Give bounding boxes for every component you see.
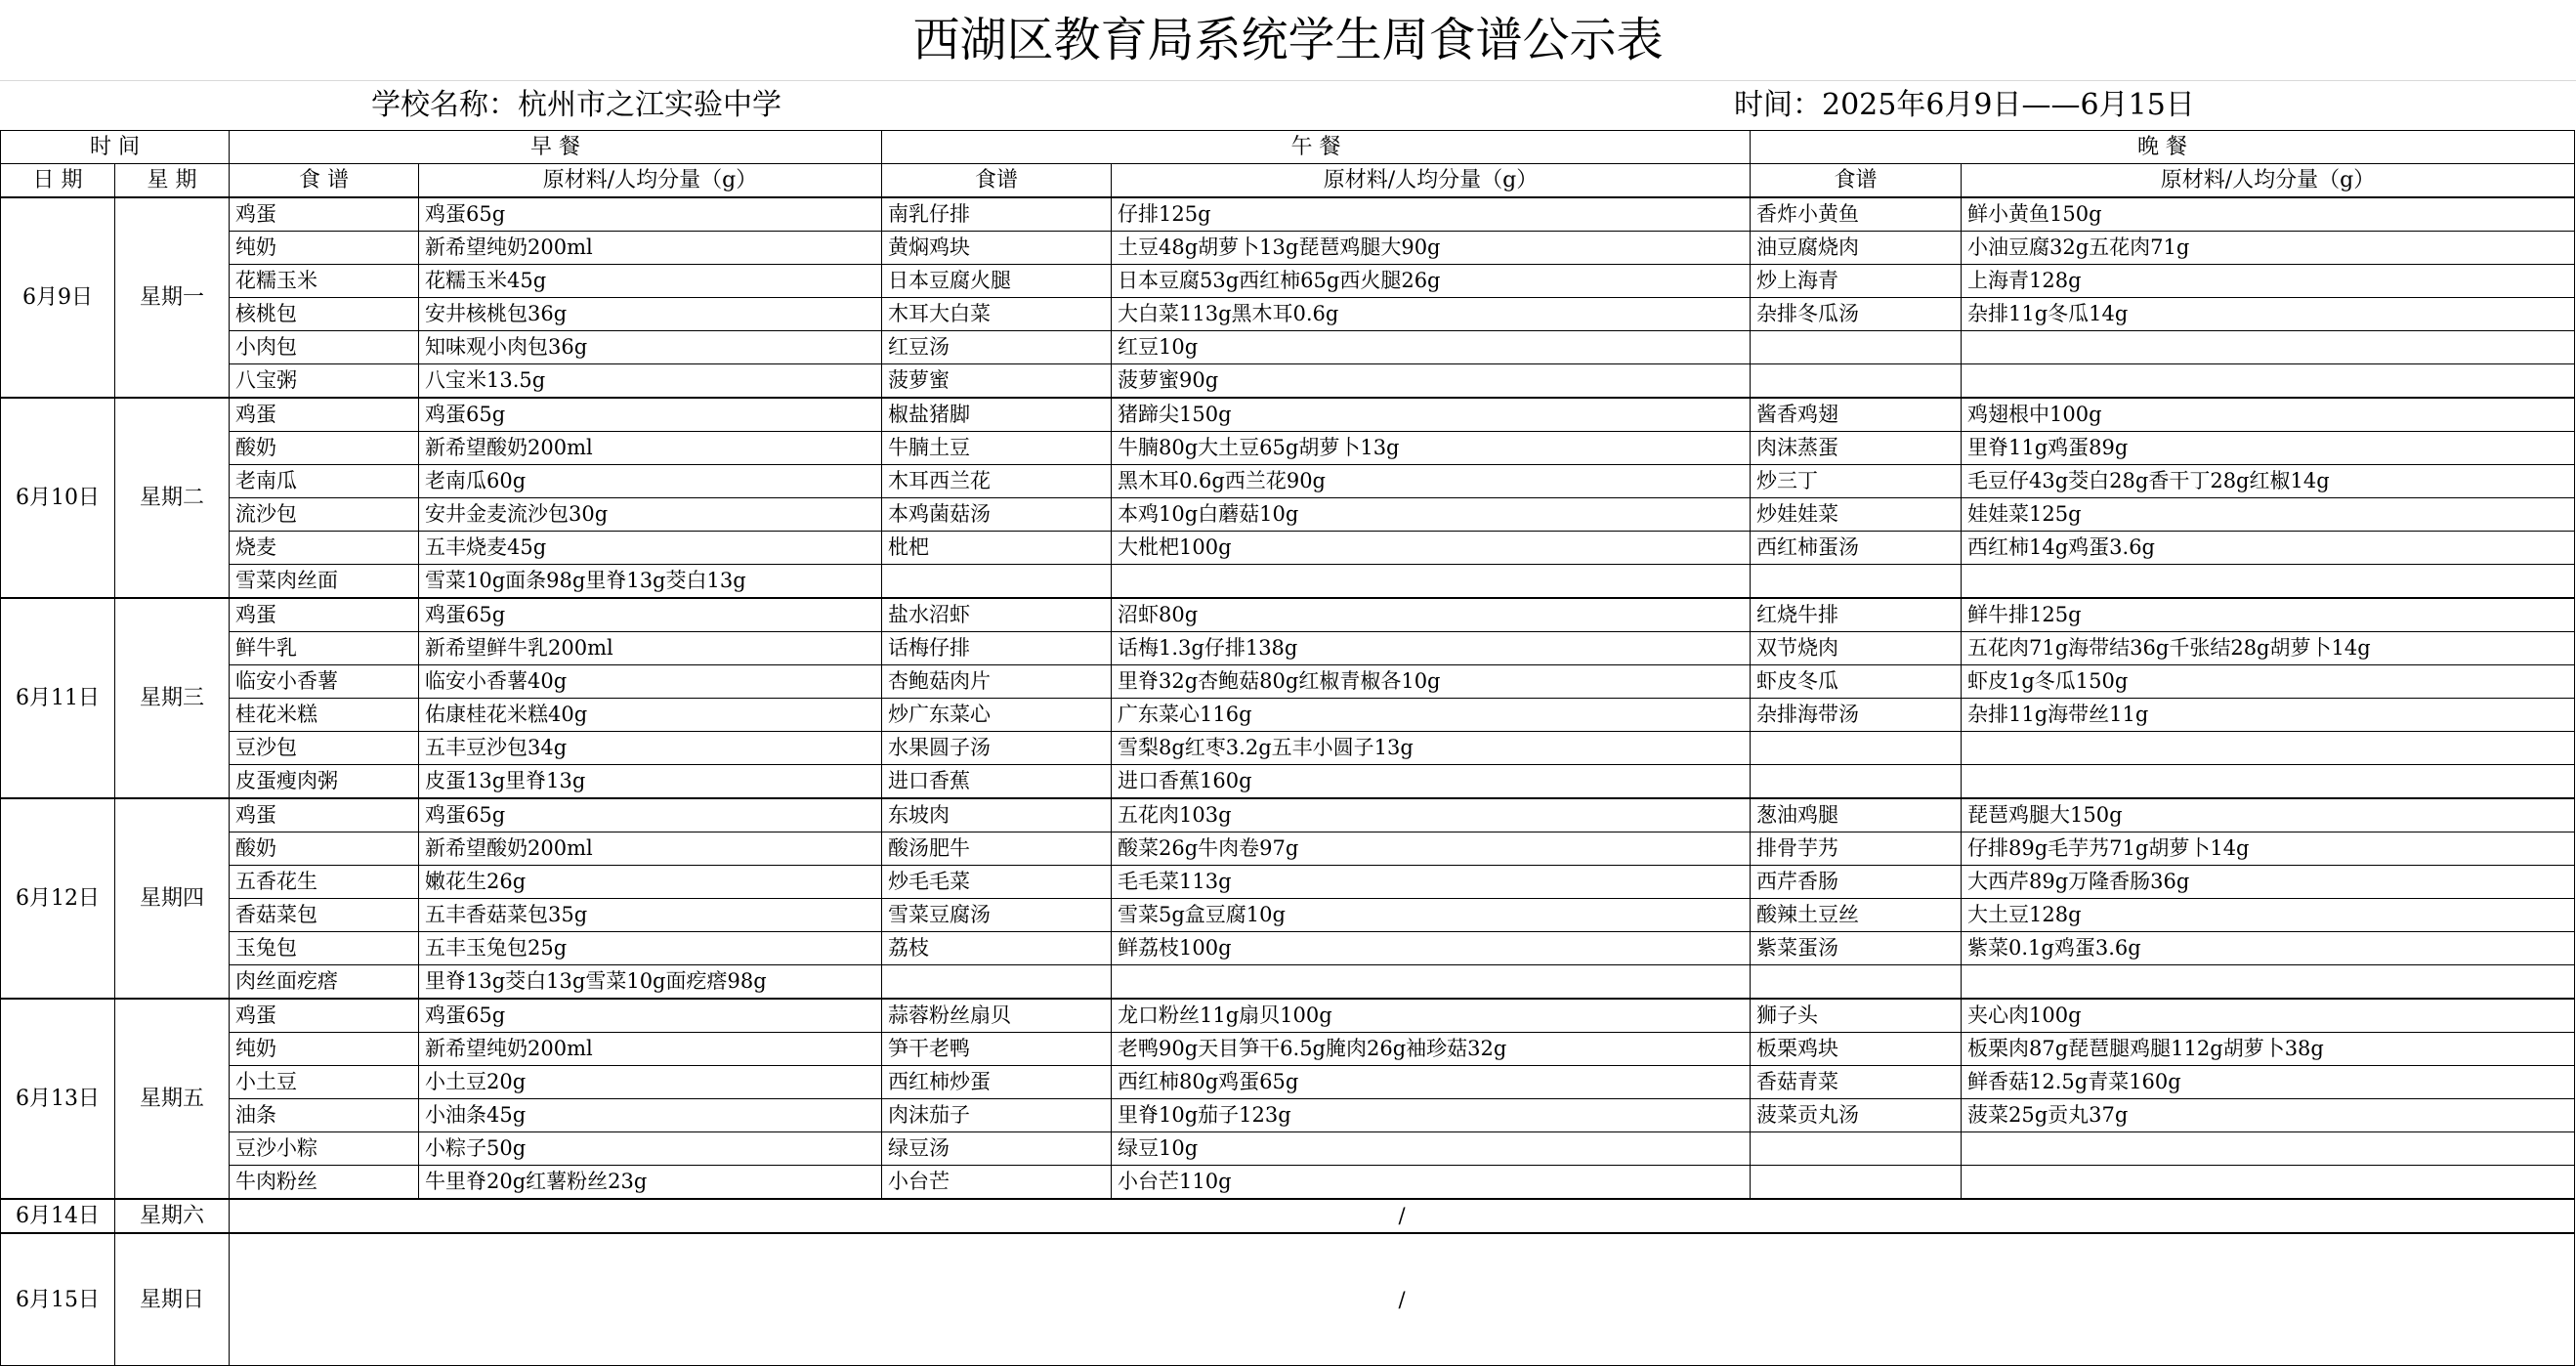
cell-dinner-menu: 杂排海带汤: [1751, 699, 1962, 732]
cell-lunch-ingredients: 雪梨8g红枣3.2g五丰小圆子13g: [1112, 732, 1751, 765]
cell-breakfast-ingredients: 鸡蛋65g: [419, 197, 882, 232]
cell-dinner-ingredients: 大西芹89g万隆香肠36g: [1962, 866, 2575, 899]
cell-breakfast-menu: 雪菜肉丝面: [230, 565, 419, 599]
cell-lunch-ingredients: 老鸭90g天目笋干6.5g腌肉26g袖珍菇32g: [1112, 1033, 1751, 1066]
day-weekday: 星期五: [115, 999, 230, 1199]
cell-breakfast-ingredients: 佑康桂花米糕40g: [419, 699, 882, 732]
day-date: 6月10日: [1, 398, 115, 598]
cell-dinner-ingredients: 上海青128g: [1962, 265, 2575, 298]
cell-dinner-menu: [1751, 732, 1962, 765]
cell-breakfast-menu: 纯奶: [230, 1033, 419, 1066]
date-range: 时间：2025年6月9日——6月15日: [1734, 88, 2195, 122]
cell-dinner-menu: 西芹香肠: [1751, 866, 1962, 899]
cell-breakfast-ingredients: 八宝米13.5g: [419, 364, 882, 399]
cell-dinner-menu: 虾皮冬瓜: [1751, 665, 1962, 699]
cell-breakfast-menu: 牛肉粉丝: [230, 1166, 419, 1200]
cell-dinner-menu: [1751, 364, 1962, 399]
cell-breakfast-menu: 鲜牛乳: [230, 632, 419, 665]
cell-breakfast-ingredients: 新希望纯奶200ml: [419, 232, 882, 265]
cell-dinner-menu: 紫菜蛋汤: [1751, 932, 1962, 965]
cell-breakfast-menu: 肉丝面疙瘩: [230, 965, 419, 1000]
cell-dinner-menu: 菠菜贡丸汤: [1751, 1099, 1962, 1132]
cell-lunch-menu: 荔枝: [882, 932, 1112, 965]
cell-dinner-ingredients: 杂排11g冬瓜14g: [1962, 298, 2575, 331]
day-weekday: 星期一: [115, 197, 230, 398]
cell-lunch-ingredients: 五花肉103g: [1112, 798, 1751, 832]
cell-breakfast-ingredients: 鸡蛋65g: [419, 999, 882, 1033]
cell-breakfast-menu: 香菇菜包: [230, 899, 419, 932]
table-row: [1, 999, 2575, 1033]
cell-breakfast-menu: 鸡蛋: [230, 598, 419, 632]
cell-lunch-menu: 炒广东菜心: [882, 699, 1112, 732]
table-row: [1, 1099, 2575, 1132]
table-row: [1, 665, 2575, 699]
table-row: [1, 732, 2575, 765]
cell-lunch-ingredients: 毛毛菜113g: [1112, 866, 1751, 899]
cell-dinner-menu: [1751, 1166, 1962, 1200]
cell-breakfast-ingredients: 安井金麦流沙包30g: [419, 498, 882, 532]
table-row: [1, 432, 2575, 465]
cell-breakfast-ingredients: 里脊13g茭白13g雪菜10g面疙瘩98g: [419, 965, 882, 1000]
cell-breakfast-menu: 小肉包: [230, 331, 419, 364]
cell-dinner-menu: [1751, 1132, 1962, 1166]
table-row: [1, 598, 2575, 632]
cell-dinner-ingredients: 板栗肉87g琵琶腿鸡腿112g胡萝卜38g: [1962, 1033, 2575, 1066]
cell-dinner-menu: [1751, 765, 1962, 799]
cell-breakfast-menu: 五香花生: [230, 866, 419, 899]
cell-dinner-menu: 狮子头: [1751, 999, 1962, 1033]
table-row: [1, 932, 2575, 965]
header-weekday: 星 期: [115, 164, 230, 198]
cell-breakfast-ingredients: 花糯玉米45g: [419, 265, 882, 298]
cell-dinner-menu: 双节烧肉: [1751, 632, 1962, 665]
cell-dinner-ingredients: 仔排89g毛芋艿71g胡萝卜14g: [1962, 832, 2575, 866]
menu-table: [0, 130, 2575, 1366]
cell-lunch-menu: 炒毛毛菜: [882, 866, 1112, 899]
table-row: [1, 899, 2575, 932]
cell-lunch-ingredients: 龙口粉丝11g扇贝100g: [1112, 999, 1751, 1033]
table-row: [1, 1066, 2575, 1099]
cell-dinner-menu: 炒三丁: [1751, 465, 1962, 498]
cell-dinner-ingredients: 里脊11g鸡蛋89g: [1962, 432, 2575, 465]
cell-lunch-menu: 东坡肉: [882, 798, 1112, 832]
table-row: [1, 832, 2575, 866]
cell-breakfast-ingredients: 临安小香薯40g: [419, 665, 882, 699]
cell-lunch-ingredients: 里脊10g茄子123g: [1112, 1099, 1751, 1132]
cell-breakfast-menu: 鸡蛋: [230, 798, 419, 832]
table-row: [1, 364, 2575, 399]
weekend-date: 6月14日: [1, 1199, 115, 1233]
cell-dinner-ingredients: 夹心肉100g: [1962, 999, 2575, 1033]
cell-lunch-menu: 椒盐猪脚: [882, 398, 1112, 432]
cell-lunch-menu: 日本豆腐火腿: [882, 265, 1112, 298]
day-weekday: 星期三: [115, 598, 230, 798]
cell-lunch-ingredients: 红豆10g: [1112, 331, 1751, 364]
cell-dinner-menu: 酸辣土豆丝: [1751, 899, 1962, 932]
cell-breakfast-ingredients: 小粽子50g: [419, 1132, 882, 1166]
cell-breakfast-ingredients: 五丰豆沙包34g: [419, 732, 882, 765]
table-row: [1, 632, 2575, 665]
cell-breakfast-ingredients: 五丰烧麦45g: [419, 532, 882, 565]
cell-dinner-ingredients: [1962, 331, 2575, 364]
table-row: [1, 232, 2575, 265]
cell-lunch-menu: 酸汤肥牛: [882, 832, 1112, 866]
cell-dinner-ingredients: [1962, 732, 2575, 765]
cell-breakfast-ingredients: 鸡蛋65g: [419, 398, 882, 432]
cell-breakfast-ingredients: 新希望酸奶200ml: [419, 432, 882, 465]
cell-dinner-ingredients: 大土豆128g: [1962, 899, 2575, 932]
table-row: [1, 331, 2575, 364]
cell-lunch-menu: 菠萝蜜: [882, 364, 1112, 399]
header-breakfast-menu: 食 谱: [230, 164, 419, 198]
header-breakfast-ingredients: 原材料/人均分量（g）: [419, 164, 882, 198]
cell-dinner-ingredients: 小油豆腐32g五花肉71g: [1962, 232, 2575, 265]
day-date: 6月9日: [1, 197, 115, 398]
header-lunch-menu: 食谱: [882, 164, 1112, 198]
cell-lunch-ingredients: 猪蹄尖150g: [1112, 398, 1751, 432]
weekend-row: [1, 1233, 2575, 1366]
table-row: [1, 465, 2575, 498]
header-dinner-menu: 食谱: [1751, 164, 1962, 198]
cell-breakfast-ingredients: 五丰玉兔包25g: [419, 932, 882, 965]
cell-lunch-menu: 黄焖鸡块: [882, 232, 1112, 265]
cell-dinner-ingredients: [1962, 1166, 2575, 1200]
cell-breakfast-ingredients: 老南瓜60g: [419, 465, 882, 498]
cell-breakfast-menu: 八宝粥: [230, 364, 419, 399]
cell-breakfast-menu: 皮蛋瘦肉粥: [230, 765, 419, 799]
cell-dinner-ingredients: 琵琶鸡腿大150g: [1962, 798, 2575, 832]
cell-breakfast-ingredients: 知味观小肉包36g: [419, 331, 882, 364]
weekend-note: /: [230, 1233, 2575, 1366]
cell-breakfast-ingredients: 小油条45g: [419, 1099, 882, 1132]
cell-lunch-ingredients: 菠萝蜜90g: [1112, 364, 1751, 399]
table-row: [1, 265, 2575, 298]
table-row: [1, 565, 2575, 599]
cell-lunch-ingredients: 酸菜26g牛肉卷97g: [1112, 832, 1751, 866]
page-title: 西湖区教育局系统学生周食谱公示表: [0, 0, 2576, 81]
cell-lunch-ingredients: 话梅1.3g仔排138g: [1112, 632, 1751, 665]
cell-breakfast-ingredients: 小土豆20g: [419, 1066, 882, 1099]
cell-dinner-menu: [1751, 331, 1962, 364]
cell-lunch-ingredients: 西红柿80g鸡蛋65g: [1112, 1066, 1751, 1099]
cell-breakfast-menu: 花糯玉米: [230, 265, 419, 298]
cell-lunch-menu: 话梅仔排: [882, 632, 1112, 665]
cell-lunch-ingredients: 仔排125g: [1112, 197, 1751, 232]
cell-breakfast-ingredients: 牛里脊20g红薯粉丝23g: [419, 1166, 882, 1200]
day-weekday: 星期二: [115, 398, 230, 598]
cell-lunch-ingredients: 小台芒110g: [1112, 1166, 1751, 1200]
cell-lunch-ingredients: 大枇杷100g: [1112, 532, 1751, 565]
day-date: 6月13日: [1, 999, 115, 1199]
cell-lunch-menu: 肉沫茄子: [882, 1099, 1112, 1132]
table-row: [1, 798, 2575, 832]
cell-breakfast-ingredients: 鸡蛋65g: [419, 798, 882, 832]
header-row-meals: [1, 131, 2575, 164]
table-row: [1, 1166, 2575, 1200]
cell-dinner-ingredients: 鲜香菇12.5g青菜160g: [1962, 1066, 2575, 1099]
table-row: [1, 498, 2575, 532]
cell-breakfast-ingredients: 安井核桃包36g: [419, 298, 882, 331]
cell-breakfast-ingredients: 雪菜10g面条98g里脊13g茭白13g: [419, 565, 882, 599]
table-row: [1, 765, 2575, 799]
header-row-columns: [1, 164, 2575, 198]
table-row: [1, 866, 2575, 899]
table-row: [1, 298, 2575, 331]
cell-breakfast-ingredients: 新希望鲜牛乳200ml: [419, 632, 882, 665]
cell-dinner-ingredients: 鲜小黄鱼150g: [1962, 197, 2575, 232]
cell-lunch-ingredients: 牛腩80g大土豆65g胡萝卜13g: [1112, 432, 1751, 465]
cell-dinner-ingredients: 紫菜0.1g鸡蛋3.6g: [1962, 932, 2575, 965]
cell-lunch-menu: 水果圆子汤: [882, 732, 1112, 765]
table-row: [1, 699, 2575, 732]
header-lunch: 午 餐: [882, 131, 1751, 164]
cell-lunch-ingredients: [1112, 965, 1751, 1000]
cell-breakfast-menu: 核桃包: [230, 298, 419, 331]
cell-breakfast-ingredients: 新希望纯奶200ml: [419, 1033, 882, 1066]
school-name: 学校名称：杭州市之江实验中学: [371, 88, 781, 122]
cell-dinner-ingredients: 虾皮1g冬瓜150g: [1962, 665, 2575, 699]
cell-breakfast-menu: 酸奶: [230, 832, 419, 866]
cell-breakfast-menu: 纯奶: [230, 232, 419, 265]
cell-dinner-menu: 炒娃娃菜: [1751, 498, 1962, 532]
table-row: [1, 532, 2575, 565]
cell-lunch-menu: 绿豆汤: [882, 1132, 1112, 1166]
cell-lunch-menu: 南乳仔排: [882, 197, 1112, 232]
cell-lunch-menu: 枇杷: [882, 532, 1112, 565]
cell-breakfast-menu: 老南瓜: [230, 465, 419, 498]
header-dinner: 晚 餐: [1751, 131, 2575, 164]
cell-lunch-ingredients: 本鸡10g白蘑菇10g: [1112, 498, 1751, 532]
cell-lunch-ingredients: 里脊32g杏鲍菇80g红椒青椒各10g: [1112, 665, 1751, 699]
cell-lunch-ingredients: 雪菜5g盒豆腐10g: [1112, 899, 1751, 932]
table-row: [1, 398, 2575, 432]
cell-dinner-menu: 酱香鸡翅: [1751, 398, 1962, 432]
cell-breakfast-menu: 鸡蛋: [230, 197, 419, 232]
cell-dinner-ingredients: [1962, 1132, 2575, 1166]
cell-lunch-menu: 木耳大白菜: [882, 298, 1112, 331]
day-date: 6月11日: [1, 598, 115, 798]
cell-dinner-menu: 肉沫蒸蛋: [1751, 432, 1962, 465]
header-lunch-ingredients: 原材料/人均分量（g）: [1112, 164, 1751, 198]
cell-lunch-ingredients: 土豆48g胡萝卜13g琵琶鸡腿大90g: [1112, 232, 1751, 265]
cell-breakfast-ingredients: 鸡蛋65g: [419, 598, 882, 632]
cell-lunch-menu: 进口香蕉: [882, 765, 1112, 799]
cell-lunch-menu: [882, 965, 1112, 1000]
header-date: 日 期: [1, 164, 115, 198]
cell-breakfast-menu: 酸奶: [230, 432, 419, 465]
cell-dinner-ingredients: [1962, 765, 2575, 799]
cell-dinner-ingredients: 菠菜25g贡丸37g: [1962, 1099, 2575, 1132]
cell-dinner-ingredients: [1962, 965, 2575, 1000]
cell-dinner-ingredients: [1962, 364, 2575, 399]
cell-lunch-ingredients: 沼虾80g: [1112, 598, 1751, 632]
cell-dinner-ingredients: 鲜牛排125g: [1962, 598, 2575, 632]
cell-dinner-menu: 香炸小黄鱼: [1751, 197, 1962, 232]
table-row: [1, 197, 2575, 232]
cell-dinner-menu: 红烧牛排: [1751, 598, 1962, 632]
cell-lunch-ingredients: [1112, 565, 1751, 599]
cell-breakfast-ingredients: 新希望酸奶200ml: [419, 832, 882, 866]
day-weekday: 星期四: [115, 798, 230, 999]
cell-lunch-ingredients: 绿豆10g: [1112, 1132, 1751, 1166]
cell-lunch-menu: 木耳西兰花: [882, 465, 1112, 498]
table-row: [1, 1033, 2575, 1066]
cell-dinner-ingredients: [1962, 565, 2575, 599]
cell-dinner-menu: 葱油鸡腿: [1751, 798, 1962, 832]
cell-lunch-menu: [882, 565, 1112, 599]
cell-breakfast-menu: 流沙包: [230, 498, 419, 532]
cell-lunch-ingredients: 大白菜113g黑木耳0.6g: [1112, 298, 1751, 331]
cell-lunch-menu: 西红柿炒蛋: [882, 1066, 1112, 1099]
cell-lunch-menu: 蒜蓉粉丝扇贝: [882, 999, 1112, 1033]
cell-breakfast-menu: 桂花米糕: [230, 699, 419, 732]
cell-lunch-menu: 小台芒: [882, 1166, 1112, 1200]
table-row: [1, 1132, 2575, 1166]
cell-dinner-ingredients: 鸡翅根中100g: [1962, 398, 2575, 432]
cell-breakfast-menu: 鸡蛋: [230, 999, 419, 1033]
cell-breakfast-ingredients: 嫩花生26g: [419, 866, 882, 899]
cell-dinner-menu: 杂排冬瓜汤: [1751, 298, 1962, 331]
weekend-weekday: 星期日: [115, 1233, 230, 1366]
weekend-date: 6月15日: [1, 1233, 115, 1366]
cell-breakfast-ingredients: 五丰香菇菜包35g: [419, 899, 882, 932]
cell-lunch-menu: 盐水沼虾: [882, 598, 1112, 632]
cell-dinner-menu: [1751, 565, 1962, 599]
cell-breakfast-menu: 小土豆: [230, 1066, 419, 1099]
cell-dinner-ingredients: 娃娃菜125g: [1962, 498, 2575, 532]
cell-lunch-menu: 杏鲍菇肉片: [882, 665, 1112, 699]
cell-breakfast-menu: 鸡蛋: [230, 398, 419, 432]
cell-breakfast-menu: 临安小香薯: [230, 665, 419, 699]
cell-lunch-ingredients: 广东菜心116g: [1112, 699, 1751, 732]
cell-dinner-menu: [1751, 965, 1962, 1000]
cell-dinner-menu: 油豆腐烧肉: [1751, 232, 1962, 265]
header-dinner-ingredients: 原材料/人均分量（g）: [1962, 164, 2575, 198]
cell-lunch-menu: 笋干老鸭: [882, 1033, 1112, 1066]
cell-dinner-ingredients: 西红柿14g鸡蛋3.6g: [1962, 532, 2575, 565]
cell-lunch-ingredients: 进口香蕉160g: [1112, 765, 1751, 799]
cell-breakfast-menu: 油条: [230, 1099, 419, 1132]
cell-dinner-ingredients: 五花肉71g海带结36g千张结28g胡萝卜14g: [1962, 632, 2575, 665]
cell-lunch-menu: 本鸡菌菇汤: [882, 498, 1112, 532]
header-breakfast: 早 餐: [230, 131, 882, 164]
cell-dinner-menu: 西红柿蛋汤: [1751, 532, 1962, 565]
header-time: 时 间: [1, 131, 230, 164]
cell-breakfast-menu: 玉兔包: [230, 932, 419, 965]
cell-breakfast-ingredients: 皮蛋13g里脊13g: [419, 765, 882, 799]
cell-lunch-menu: 雪菜豆腐汤: [882, 899, 1112, 932]
cell-lunch-ingredients: 鲜荔枝100g: [1112, 932, 1751, 965]
weekend-row: [1, 1199, 2575, 1233]
weekend-note: /: [230, 1199, 2575, 1233]
cell-dinner-ingredients: 毛豆仔43g茭白28g香干丁28g红椒14g: [1962, 465, 2575, 498]
weekend-weekday: 星期六: [115, 1199, 230, 1233]
cell-breakfast-menu: 豆沙包: [230, 732, 419, 765]
cell-dinner-menu: 板栗鸡块: [1751, 1033, 1962, 1066]
table-row: [1, 965, 2575, 1000]
cell-lunch-menu: 牛腩土豆: [882, 432, 1112, 465]
cell-breakfast-menu: 烧麦: [230, 532, 419, 565]
cell-lunch-menu: 红豆汤: [882, 331, 1112, 364]
cell-dinner-menu: 香菇青菜: [1751, 1066, 1962, 1099]
day-date: 6月12日: [1, 798, 115, 999]
cell-breakfast-menu: 豆沙小粽: [230, 1132, 419, 1166]
cell-lunch-ingredients: 日本豆腐53g西红柿65g西火腿26g: [1112, 265, 1751, 298]
cell-dinner-ingredients: 杂排11g海带丝11g: [1962, 699, 2575, 732]
cell-dinner-menu: 炒上海青: [1751, 265, 1962, 298]
cell-lunch-ingredients: 黑木耳0.6g西兰花90g: [1112, 465, 1751, 498]
cell-dinner-menu: 排骨芋艿: [1751, 832, 1962, 866]
